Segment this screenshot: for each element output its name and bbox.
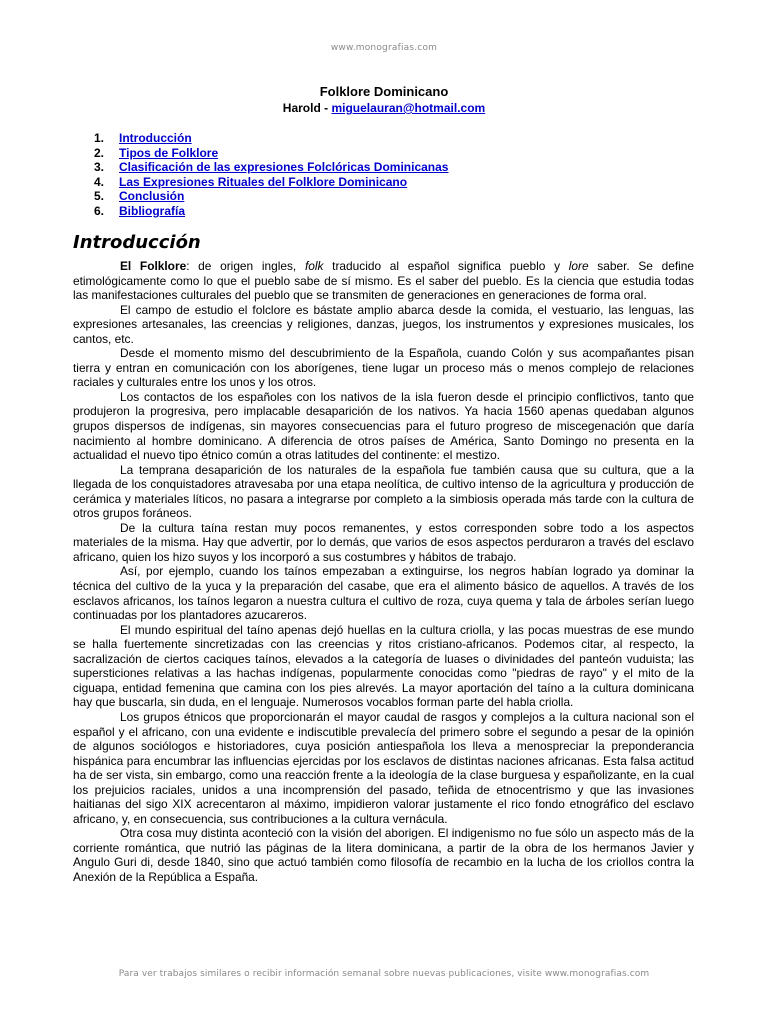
paragraph: La temprana desaparición de los naturales de la española fue también causa que su cultura, que a la llegada de los conquistadores atravesaba por una etapa neolítica, de cultivo intenso de la agricultura y producción de cerámica y materiales líticos, no pasara a integrarse por completo a la simbiosis operada más tarde con la cultura de otros grupos foráneos.: [73, 462, 694, 521]
author-email-link[interactable]: miguelauran@hotmail.com: [331, 101, 486, 115]
site-header-url: www.monografias.com: [330, 43, 438, 53]
paragraph-text: : de origen ingles,: [186, 259, 305, 273]
toc-number: 5.: [94, 189, 105, 204]
author-name: Harold: [282, 101, 321, 115]
paragraph: Los grupos étnicos que proporcionarán el mayor caudal de rasgos y complejos a la cultura nacional son el español y el africano, con una evidente e indiscutible prevalecía del primero sobre el segundo a pesar de la opinión de algunos sociólogos e historiadores, cuya posición antiespañola los lleva a menospreciar la preponderancia hispánica para encumbrar las influencias ejercidas por los esclavos de distintas naciones africanas. Esta falsa actitud ha de ser vista, sin embargo, como una reacción frente a la ideología de la clase burguesa y españolizante, en la cual los prejuicios raciales, unidos a una incomprensión del pasado, teñida de etnocentrismo y que las invasiones haitianas del sigo XIX acrecentaron al máximo, impidieron valorar justamente el rico fondo etnográfico del esclavo africano, y, en consecuencia, sus contribuciones a la cultura vernácula.: [73, 709, 694, 826]
toc-item: [94, 175, 448, 190]
toc-item: [94, 204, 448, 219]
paragraph-bold-term: El Folklore: [120, 259, 187, 273]
section-body: [73, 259, 694, 885]
paragraph-text: traducido al español significa pueblo y: [323, 259, 569, 273]
toc-link-conclusion[interactable]: Conclusión: [119, 189, 185, 204]
paragraph: Otra cosa muy distinta aconteció con la visión del aborigen. El indigenismo no fue sólo un aspecto más de la corriente romántica, que nutrió las páginas de la litera dominicana, a partir de la obra de los hermanos Javier y Angulo Guri di, desde 1840, sino que actuó también como filosofía de recambio en la lucha de los criollos contra la Anexión de la República a España.: [73, 826, 694, 884]
paragraph: El mundo espiritual del taíno apenas dejó huellas en la cultura criolla, y las pocas muestras de ese mundo se halla fuertemente sincretizadas con las creencias y ritos cristiano-africanos. Podemos citar, al respecto, la sacralización de ciertos caciques taínos, elevados a la categoría de luases o divinidades del panteón vuduista; las supersticiones relativas a las hachas indígenas, popularmente conocidas como "piedras de rayo" y el mito de la ciguapa, entidad femenina que camina con los pies alrevés. La mayor aportación del taíno a la cultura dominicana hay que buscarla, sin duda, en el lenguaje. Numerosos vocablos forman parte del habla criolla.: [73, 622, 694, 710]
toc-item: [94, 189, 448, 204]
toc-number: 1.: [94, 131, 105, 145]
toc-link-introduccion[interactable]: Introducción: [119, 131, 192, 145]
toc-link-clasificacion[interactable]: Clasificación de las expresiones Folclóricas Dominicanas: [119, 160, 449, 175]
paragraph: Los contactos de los españoles con los nativos de la isla fueron desde el principio conflictivos, tanto que produjeron la progresiva, pero implacable desaparición de los nativos. Ya hacia 1560 apenas quedaban algunos grupos dispersos de indígenas, sin mayores consecuencias para el futuro progreso de miscegenación que daría nacimiento al hombre dominicano. A diferencia de otros países de América, Santo Domingo no presenta en la actualidad el nuevo tipo étnico común a otras latitudes del continente: el mestizo.: [73, 389, 694, 463]
toc-item: [94, 131, 448, 146]
document-title: Folklore Dominicano: [319, 84, 449, 99]
document-author: [0, 101, 768, 115]
paragraph: Así, por ejemplo, cuando los taínos empezaban a extinguirse, los negros habían logrado ya dominar la técnica del cultivo de la yuca y la preparación del casabe, que era el alimento básico de aquellos. A través de los esclavos africanos, los taínos legaron a nuestra cultura el cultivo de roza, cuya quema y tala de árboles serían luego continuadas por los plantadores azucareros.: [73, 564, 694, 623]
paragraph: Desde el momento mismo del descubrimiento de la Española, cuando Colón y sus acompañantes pisan tierra y entran en comunicación con los aborígenes, tiene lugar un proceso más o menos complejo de relaciones raciales y culturales entre los unos y los otros.: [73, 346, 694, 390]
toc-item: [94, 146, 448, 161]
paragraph: El campo de estudio el folclore es bástate amplio abarca desde la comida, el vestuario, las lenguas, las expresiones artesanales, las creencias y religiones, danzas, juegos, los instrumentos y expresiones musicales, los cantos, etc.: [73, 302, 694, 346]
toc-number: 3.: [94, 160, 105, 175]
toc-number: 6.: [94, 203, 105, 218]
paragraph: De la cultura taína restan muy pocos remanentes, y estos corresponden sobre todo a los aspectos materiales de la misma. Hay que advertir, por lo demás, que varios de esos aspectos perduraron a través del esclavo africano, quien los hizo suyos y los incorporó a sus costumbres y hábitos de trabajo.: [73, 520, 694, 564]
toc-link-tipos[interactable]: Tipos de Folklore: [119, 145, 219, 160]
toc-item: [94, 160, 448, 175]
italic-term: lore: [568, 259, 589, 273]
table-of-contents: [94, 131, 448, 219]
toc-link-expresiones-rituales[interactable]: Las Expresiones Rituales del Folklore Dominicano: [119, 174, 408, 189]
section-heading: Introducción: [73, 232, 201, 253]
italic-term: folk: [304, 259, 324, 273]
toc-number: 2.: [94, 145, 105, 160]
toc-number: 4.: [94, 174, 105, 189]
toc-link-bibliografia[interactable]: Bibliografía: [119, 203, 186, 218]
author-separator: -: [320, 101, 332, 115]
site-footer: Para ver trabajos similares o recibir información semanal sobre nuevas publicaciones, visite www.monografias.com: [118, 969, 650, 979]
paragraph-text: saber. Se define etimológicamente como lo que el pueblo sabe de sí mismo. Es el saber del pueblo. Es la ciencia que estudia todas las manifestaciones culturales del pueblo que se transmiten de generaciones en generaciones de forma oral.: [73, 259, 695, 303]
paragraph: [73, 259, 694, 303]
